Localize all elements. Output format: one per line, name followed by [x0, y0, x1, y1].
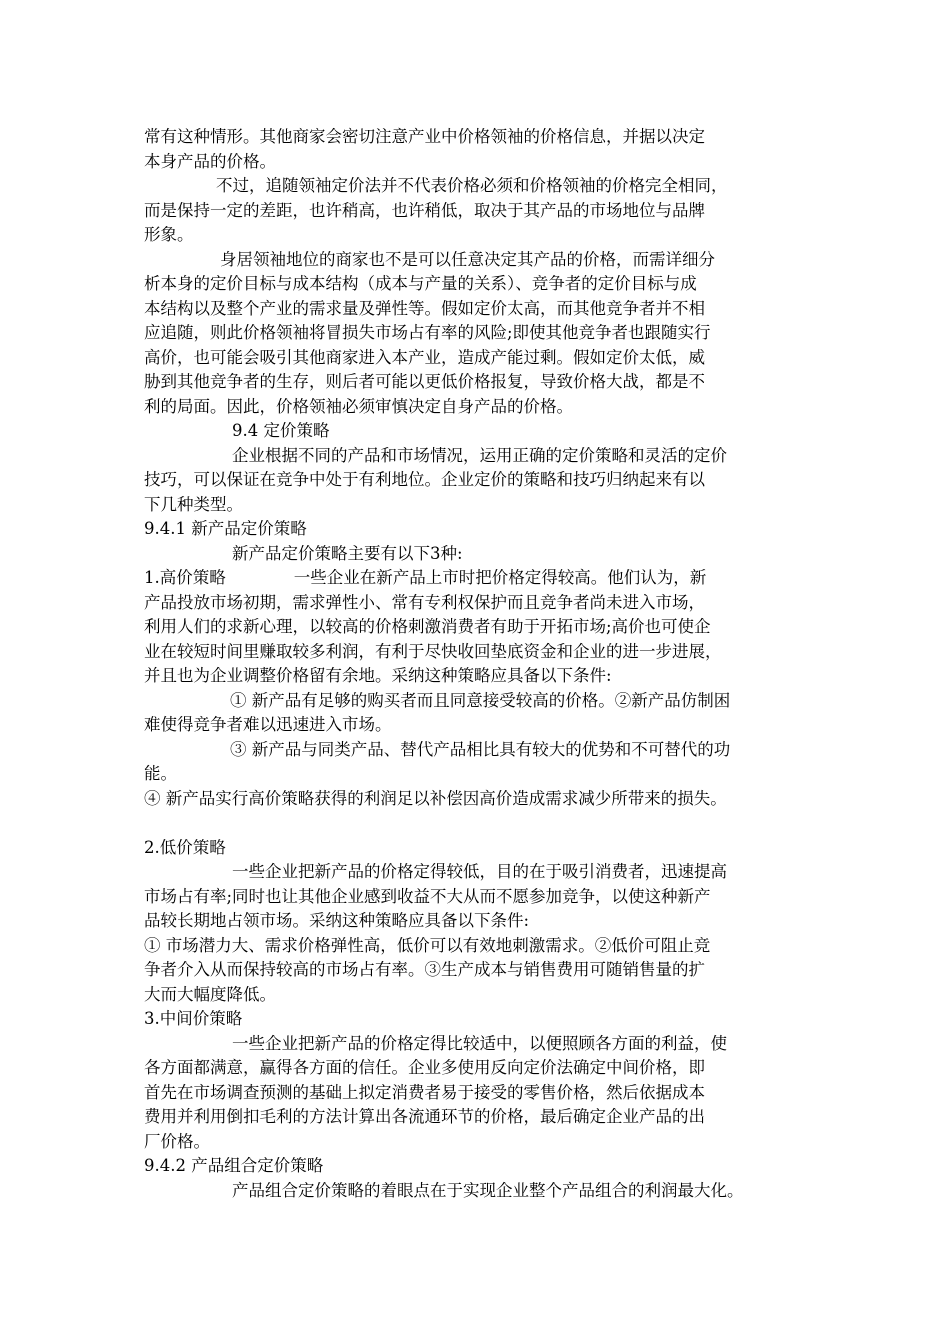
text-line: 应追随，则此价格领袖将冒损失市场占有率的风险;即使其他竞争者也跟随实行: [144, 323, 711, 342]
text-line: ① 新产品有足够的购买者而且同意接受较高的价格。②新产品仿制困: [230, 690, 731, 710]
text-line: ④ 新产品实行高价策略获得的利润足以补偿因高价造成需求减少所带来的损失。: [144, 788, 727, 808]
text-line: 首先在市场调查预测的基础上拟定消费者易于接受的零售价格，然后依据成本: [144, 1082, 705, 1102]
text-line: 身居领袖地位的商家也不是可以任意决定其产品的价格，而需详细分: [220, 249, 715, 269]
text-line: 大而大幅度降低。: [144, 984, 276, 1004]
text-line: 利用人们的求新心理，以较高的价格刺激消费者有助于开拓市场;高价也可使企: [144, 617, 711, 636]
text-line: [144, 566, 814, 591]
text-line: 析本身的定价目标与成本结构（成本与产量的关系）、竞争者的定价目标与成: [144, 274, 697, 293]
text-line: 胁到其他竞争者的生存，则后者可能以更低价格报复，导致价格大战，都是不: [144, 372, 705, 391]
text-line: 高价，也可能会吸引其他商家进入本产业，造成产能过剩。假如定价太低，威: [144, 347, 705, 367]
text-line: 费用并利用倒扣毛利的方法计算出各流通环节的价格，最后确定企业产品的出: [144, 1107, 705, 1126]
text-line: 并且也为企业调整价格留有余地。采纳这种策略应具备以下条件:: [144, 666, 612, 685]
text-line: 产品组合定价策略的着眼点在于实现企业整个产品组合的利润最大化。: [232, 1180, 744, 1200]
text-line: 利的局面。因此，价格领袖必须审慎决定自身产品的价格。: [144, 396, 573, 416]
text-line: 品较长期地占领市场。采纳这种策略应具备以下条件:: [144, 911, 530, 930]
text-line: 企业根据不同的产品和市场情况，运用正确的定价策略和灵活的定价: [232, 445, 727, 465]
text-line: 9.4 定价策略: [232, 421, 330, 440]
text-line: 9.4.2 产品组合定价策略: [144, 1156, 324, 1175]
text-line: 不过，追随领袖定价法并不代表价格必须和价格领袖的价格完全相同，: [216, 176, 728, 195]
text-line: 9.4.1 新产品定价策略: [144, 519, 307, 538]
text-line: 各方面都满意，赢得各方面的信任。企业多使用反向定价法确定中间价格，即: [144, 1058, 705, 1077]
text-line: 2.低价策略: [144, 837, 226, 857]
text-line: 形象。: [144, 225, 194, 244]
text-line: 本身产品的价格。: [144, 151, 276, 171]
paragraph-text: 一些企业在新产品上市时把价格定得较高。他们认为，新: [293, 568, 707, 587]
text-line: 业在较短时间里赚取较多利润，有利于尽快收回垫底资金和企业的进一步进展，: [144, 641, 722, 661]
text-line: 技巧，可以保证在竞争中处于有利地位。企业定价的策略和技巧归纳起来有以: [144, 470, 705, 489]
blank-line: [144, 811, 814, 836]
text-line: 本结构以及整个产业的需求量及弹性等。假如定价太高，而其他竞争者并不相: [144, 298, 705, 318]
text-line: 能。: [144, 764, 177, 783]
text-line: 下几种类型。: [144, 494, 243, 514]
text-line: ① 市场潜力大、需求价格弹性高，低价可以有效地刺激需求。②低价可阻止竞: [144, 935, 711, 955]
text-line: 一些企业把新产品的价格定得比较适中，以便照顾各方面的利益，使: [232, 1033, 727, 1053]
text-line: 难使得竞争者难以迅速进入市场。: [144, 715, 392, 734]
text-line: 而是保持一定的差距，也许稍高，也许稍低，取决于其产品的市场地位与品牌: [144, 200, 705, 220]
text-line: 3.中间价策略: [144, 1009, 243, 1028]
text-line: 争者介入从而保持较高的市场占有率。③生产成本与销售费用可随销售量的扩: [144, 960, 705, 979]
text-line: 一些企业把新产品的价格定得较低，目的在于吸引消费者，迅速提高: [232, 862, 727, 881]
text-line: 常有这种情形。其他商家会密切注意产业中价格领袖的价格信息，并据以决定: [144, 127, 705, 146]
text-line: 新产品定价策略主要有以下3种:: [232, 543, 463, 563]
text-line: 产品投放市场初期，需求弹性小、常有专利权保护而且竞争者尚未进入市场，: [144, 592, 705, 612]
text-line: 市场占有率;同时也让其他企业感到收益不大从而不愿参加竞争，以使这种新产: [144, 886, 711, 906]
text-line: 厂价格。: [144, 1131, 210, 1151]
document-page: [144, 125, 814, 1203]
text-line: ③ 新产品与同类产品、替代产品相比具有较大的优势和不可替代的功: [230, 739, 731, 759]
section-label: 1.高价策略: [144, 568, 226, 587]
